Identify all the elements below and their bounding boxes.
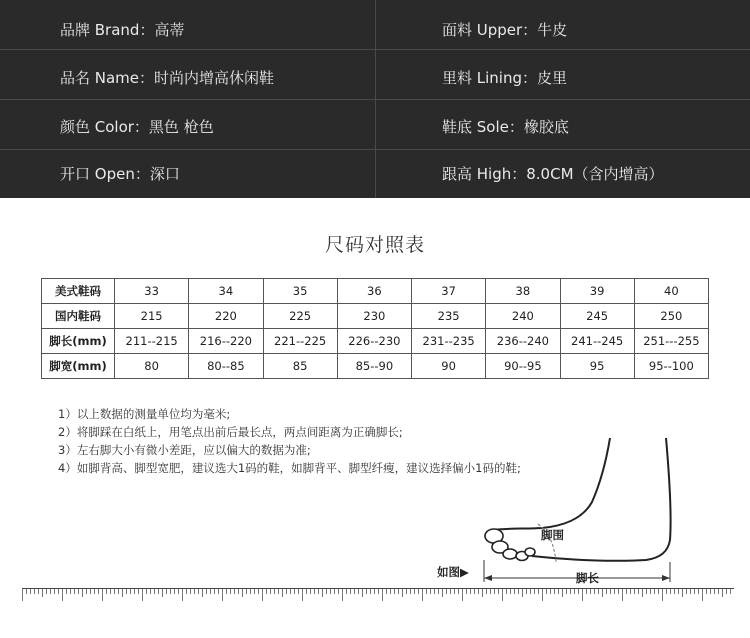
row-header: 脚长(mm) [42,329,115,354]
table-cell: 39 [560,279,634,304]
table-cell: 226--230 [337,329,411,354]
table-row [42,304,709,329]
row-header: 美式鞋码 [42,279,115,304]
spec-open: 开口 Open：深口 [60,165,180,183]
table-cell: 211--215 [115,329,189,354]
note-item: 4）如脚背高、脚型宽肥，建议选大1码的鞋，如脚背平、脚型纤瘦，建议选择偏小1码的鞋; [58,461,521,475]
table-row [42,329,709,354]
note-item: 2）将脚踩在白纸上，用笔点出前后最长点，两点间距离为正确脚长; [58,425,403,439]
row-header: 脚宽(mm) [42,354,115,379]
example-label: 如图▶ [437,565,469,579]
spec-sole: 鞋底 Sole：橡胶底 [442,118,569,136]
table-cell: 95 [560,354,634,379]
table-cell: 225 [263,304,337,329]
row-header: 国内鞋码 [42,304,115,329]
table-cell: 221--225 [263,329,337,354]
spec-upper: 面料 Upper：牛皮 [442,21,568,39]
table-cell: 215 [115,304,189,329]
foot-outline [492,438,610,530]
size-chart-title: 尺码对照表 [324,234,425,256]
girth-label: 脚围 [541,528,564,542]
table-cell: 241--245 [560,329,634,354]
table-cell: 80 [115,354,189,379]
table-cell: 35 [263,279,337,304]
spec-brand: 品牌 Brand：高蒂 [60,21,185,39]
spec-lining: 里料 Lining：皮里 [442,69,567,87]
spec-banner [0,0,750,198]
toe [525,548,535,556]
size-chart-table [41,278,709,379]
table-cell: 216--220 [189,329,263,354]
table-cell: 85 [263,354,337,379]
table-cell: 240 [486,304,560,329]
table-cell: 251---255 [634,329,708,354]
foot-measure-illustration [470,432,690,582]
table-cell: 230 [337,304,411,329]
table-cell: 235 [412,304,486,329]
table-cell: 90 [412,354,486,379]
table-cell: 236--240 [486,329,560,354]
table-cell: 85--90 [337,354,411,379]
spec-name: 品名 Name：时尚内增高休闲鞋 [60,69,275,87]
note-item: 3）左右脚大小有微小差距，应以偏大的数据为准; [58,443,311,457]
table-cell: 220 [189,304,263,329]
table-cell: 90--95 [486,354,560,379]
table-cell: 38 [486,279,560,304]
note-item: 1）以上数据的测量单位均为毫米; [58,407,231,421]
spec-heel-height: 跟高 High：8.0CM（含内增高） [442,165,664,183]
table-cell: 250 [634,304,708,329]
toe [503,549,517,559]
table-cell: 80--85 [189,354,263,379]
table-cell: 36 [337,279,411,304]
ruler-bar [22,588,734,604]
table-row [42,279,709,304]
table-cell: 34 [189,279,263,304]
table-cell: 245 [560,304,634,329]
table-cell: 95--100 [634,354,708,379]
table-row [42,354,709,379]
table-cell: 40 [634,279,708,304]
table-cell: 33 [115,279,189,304]
table-cell: 231--235 [412,329,486,354]
spec-color: 颜色 Color：黑色 枪色 [60,118,214,136]
table-cell: 37 [412,279,486,304]
length-label: 脚长 [576,571,599,585]
measurement-notes [58,405,521,477]
